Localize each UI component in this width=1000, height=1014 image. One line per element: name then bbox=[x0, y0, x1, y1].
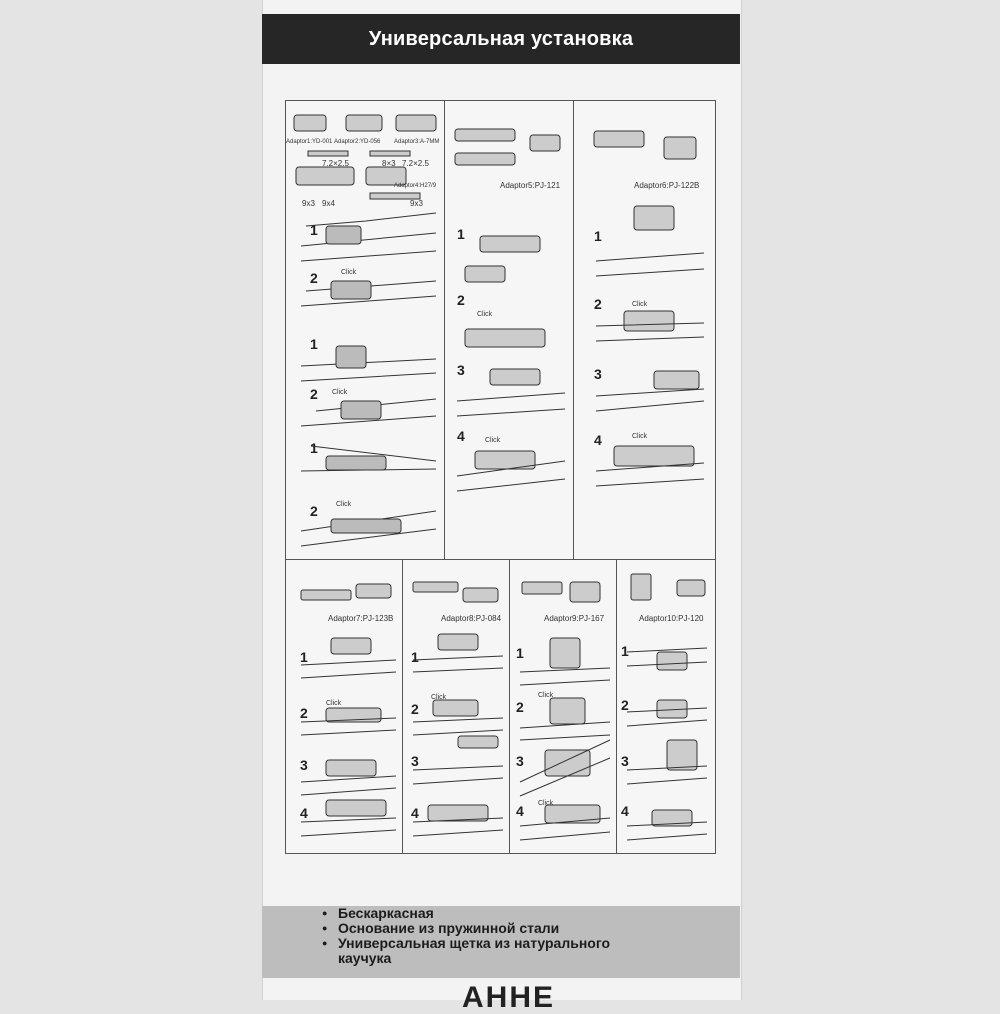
wiper-blade-drawing bbox=[301, 776, 396, 795]
click-label: Click bbox=[336, 501, 352, 508]
adaptor-5-part bbox=[455, 153, 515, 165]
clip-drawing bbox=[667, 740, 697, 770]
step-number: 3 bbox=[594, 366, 602, 382]
panel-adaptors-1-4 bbox=[285, 100, 447, 562]
panel-adaptor-8 bbox=[402, 559, 512, 854]
page-title-text: Универсальная установка bbox=[368, 27, 634, 50]
feature-text: Основание из пружинной стали bbox=[338, 920, 560, 936]
clip-drawing bbox=[657, 652, 687, 670]
adaptor-9-caption: Adaptor9:PJ-167 bbox=[544, 614, 605, 623]
clip-drawing bbox=[465, 266, 505, 282]
step-number: 3 bbox=[457, 362, 465, 378]
clip-drawing bbox=[326, 456, 386, 470]
clip-drawing bbox=[326, 226, 361, 244]
click-label: Click bbox=[477, 311, 493, 318]
click-label: Click bbox=[632, 301, 648, 308]
clip-drawing bbox=[458, 736, 498, 748]
clip-drawing bbox=[545, 805, 600, 823]
clip-drawing bbox=[326, 800, 386, 816]
adaptor-7-part bbox=[301, 590, 351, 600]
adaptor-4-caption: Adaptor4:H27/9 bbox=[394, 183, 437, 189]
clip-drawing bbox=[326, 760, 376, 776]
feature-item bbox=[322, 906, 610, 921]
step-number: 1 bbox=[300, 649, 308, 665]
clip-drawing bbox=[465, 329, 545, 347]
page-title bbox=[262, 14, 740, 64]
step-number: 1 bbox=[516, 645, 524, 661]
step-number: 4 bbox=[621, 803, 629, 819]
adaptor-6-caption: Adaptor6:PJ-122B bbox=[634, 181, 700, 190]
illustration-adaptor-6 bbox=[574, 101, 715, 561]
feature-text: Универсальная щетка из натурального bbox=[338, 935, 611, 951]
step-number: 4 bbox=[516, 803, 524, 819]
click-label: Click bbox=[632, 433, 648, 440]
clip-drawing bbox=[550, 698, 585, 724]
adaptor-8-part bbox=[463, 588, 498, 602]
step-number: 3 bbox=[516, 753, 524, 769]
bottom-cutoff-text: АННЕ bbox=[462, 981, 556, 1014]
wiper-blade-drawing bbox=[301, 660, 396, 678]
step-number: 2 bbox=[310, 386, 318, 402]
panel-adaptor-6 bbox=[573, 100, 716, 562]
adaptor-1-caption: Adaptor1:YD-001 bbox=[286, 139, 333, 145]
adaptor-8-part bbox=[413, 582, 458, 592]
wiper-blade-drawing bbox=[301, 359, 436, 381]
clip-drawing bbox=[550, 638, 580, 668]
clip-drawing bbox=[624, 311, 674, 331]
adaptor-6-part bbox=[594, 131, 644, 147]
adaptor-size-bar bbox=[308, 151, 348, 156]
adaptor-9-part bbox=[522, 582, 562, 594]
step-number: 4 bbox=[457, 428, 465, 444]
clip-drawing bbox=[336, 346, 366, 368]
step-number: 4 bbox=[300, 805, 308, 821]
click-label: Click bbox=[485, 437, 501, 444]
wiper-blade-drawing bbox=[596, 253, 704, 276]
adaptor-size-bar bbox=[370, 151, 410, 156]
step-number: 2 bbox=[621, 697, 629, 713]
adaptor-5-caption: Adaptor5:PJ-121 bbox=[500, 181, 561, 190]
panel-adaptor-10 bbox=[616, 559, 716, 854]
step-number: 1 bbox=[594, 228, 602, 244]
adaptor-9-part bbox=[570, 582, 600, 602]
step-number: 2 bbox=[516, 699, 524, 715]
wiper-blade-drawing bbox=[413, 656, 503, 672]
clip-drawing bbox=[433, 700, 478, 716]
click-label: Click bbox=[326, 700, 342, 707]
adaptor-2-caption: Adaptor2:YD-056 bbox=[334, 139, 381, 145]
clip-drawing bbox=[545, 750, 590, 776]
step-number: 2 bbox=[594, 296, 602, 312]
feature-text: Бескаркасная bbox=[338, 905, 434, 921]
feature-item bbox=[322, 921, 610, 936]
adaptor-3-caption: Adaptor3:A-7MM bbox=[394, 139, 440, 145]
clip-drawing bbox=[341, 401, 381, 419]
step-number: 1 bbox=[310, 336, 318, 352]
step-number: 1 bbox=[621, 643, 629, 659]
adaptor-7-part bbox=[356, 584, 391, 598]
illustration-adaptor-10 bbox=[617, 560, 715, 853]
step-number: 3 bbox=[300, 757, 308, 773]
step-number: 3 bbox=[411, 753, 419, 769]
adaptor-8-caption: Adaptor8:PJ-084 bbox=[441, 614, 502, 623]
wiper-blade-drawing bbox=[413, 718, 503, 735]
step-number: 2 bbox=[310, 270, 318, 286]
panel-adaptor-7 bbox=[285, 559, 405, 854]
click-label: Click bbox=[341, 269, 357, 276]
click-label: Click bbox=[332, 389, 348, 396]
features-list bbox=[322, 906, 610, 966]
wiper-blade-drawing bbox=[520, 722, 610, 740]
panel-adaptor-9 bbox=[509, 559, 619, 854]
step-number: 2 bbox=[310, 503, 318, 519]
adaptor-2-part bbox=[346, 115, 382, 131]
panel-adaptor-5 bbox=[444, 100, 576, 562]
adaptor-5-part bbox=[455, 129, 515, 141]
step-number: 1 bbox=[457, 226, 465, 242]
adaptor-3-part bbox=[396, 115, 436, 131]
wiper-blade-drawing bbox=[596, 389, 704, 411]
step-number: 2 bbox=[411, 701, 419, 717]
adaptor-7-caption: Adaptor7:PJ-123B bbox=[328, 614, 394, 623]
size-label: 9x3 bbox=[410, 199, 423, 208]
illustration-adaptor-5 bbox=[445, 101, 575, 561]
clip-drawing bbox=[438, 634, 478, 650]
adaptor-5-part bbox=[530, 135, 560, 151]
clip-drawing bbox=[480, 236, 540, 252]
feature-item bbox=[322, 936, 610, 951]
step-number: 3 bbox=[621, 753, 629, 769]
step-number: 1 bbox=[310, 440, 318, 456]
click-label: Click bbox=[431, 694, 447, 701]
step-number: 4 bbox=[411, 805, 419, 821]
feature-text-continuation: каучука bbox=[338, 950, 392, 966]
wiper-blade-drawing bbox=[301, 818, 396, 836]
clip-drawing bbox=[490, 369, 540, 385]
adaptor-1-part bbox=[294, 115, 326, 131]
adaptor-6-part bbox=[664, 137, 696, 159]
size-label: 9x3 bbox=[302, 199, 315, 208]
adaptor-10-part bbox=[677, 580, 705, 596]
step-number: 1 bbox=[310, 222, 318, 238]
wiper-blade-drawing bbox=[520, 668, 610, 685]
adaptor-10-caption: Adaptor10:PJ-120 bbox=[639, 614, 704, 623]
illustration-adaptor-8 bbox=[403, 560, 511, 853]
clip-drawing bbox=[331, 638, 371, 654]
illustration-adaptors-1-4 bbox=[286, 101, 446, 561]
size-label: 7.2×2.5 bbox=[322, 159, 349, 168]
size-label: 7.2×2.5 bbox=[402, 159, 429, 168]
step-number: 4 bbox=[594, 432, 602, 448]
adaptor-4-part bbox=[296, 167, 354, 185]
click-label: Click bbox=[538, 692, 554, 699]
wiper-blade-drawing bbox=[301, 233, 436, 261]
size-label: 9x4 bbox=[322, 199, 335, 208]
size-label: 8×3 bbox=[382, 159, 396, 168]
clip-drawing bbox=[614, 446, 694, 466]
step-number: 1 bbox=[411, 649, 419, 665]
step-number: 2 bbox=[457, 292, 465, 308]
clip-drawing bbox=[634, 206, 674, 230]
clip-drawing bbox=[331, 519, 401, 533]
clip-drawing bbox=[654, 371, 699, 389]
illustration-adaptor-9 bbox=[510, 560, 618, 853]
step-number: 2 bbox=[300, 705, 308, 721]
adaptor-10-part bbox=[631, 574, 651, 600]
clip-drawing bbox=[331, 281, 371, 299]
click-label: Click bbox=[538, 800, 554, 807]
wiper-blade-drawing bbox=[457, 393, 565, 416]
wiper-arm-drawing bbox=[306, 213, 436, 226]
wiper-blade-drawing bbox=[413, 766, 503, 784]
